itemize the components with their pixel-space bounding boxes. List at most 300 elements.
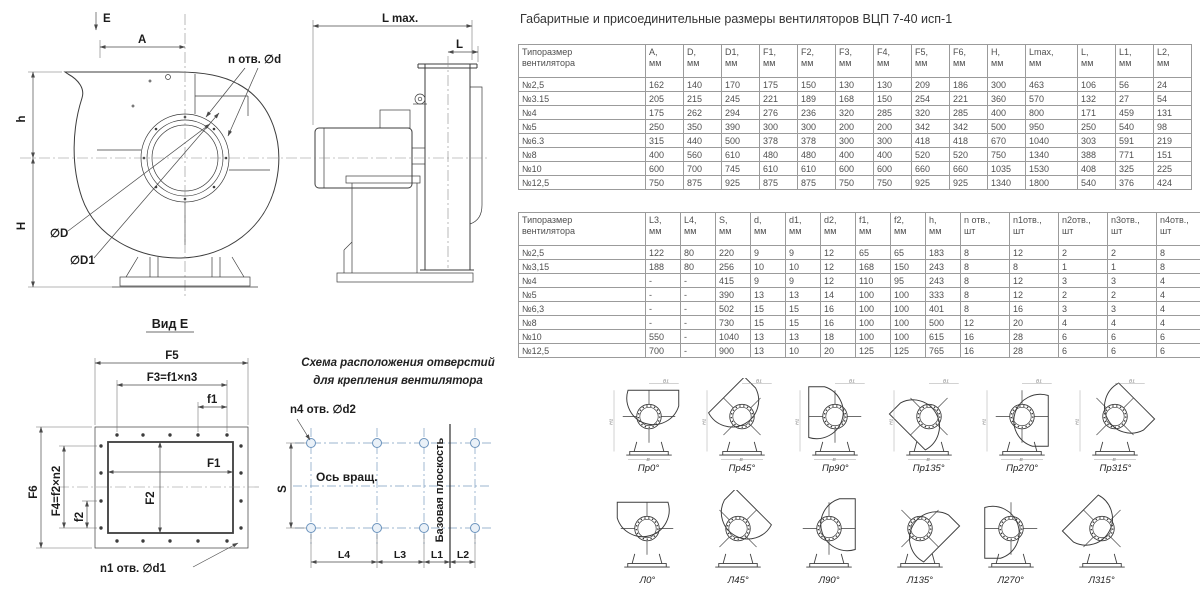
orientation-label: Л45° <box>727 575 749 586</box>
cell: 175 <box>646 106 684 120</box>
scheme-title-line2: для крепления вентилятора <box>313 375 483 387</box>
cell: 20 <box>1010 316 1059 330</box>
cell: 80 <box>681 246 716 260</box>
orientation-label: Л315° <box>1088 575 1115 586</box>
scheme-title-line1: Схема расположения отверстий <box>301 357 495 369</box>
cell: 9 <box>786 246 821 260</box>
cell: 400 <box>836 148 874 162</box>
cell: 3 <box>1059 302 1108 316</box>
cell: 95 <box>891 274 926 288</box>
cell: 16 <box>961 330 1010 344</box>
cell: - <box>681 288 716 302</box>
cell: 500 <box>722 134 760 148</box>
dim-label-L3: L3 <box>393 549 407 561</box>
fan-orientation-diagram <box>602 378 695 474</box>
cell: 175 <box>760 78 798 92</box>
cell: 3 <box>1059 274 1108 288</box>
cell: 15 <box>786 316 821 330</box>
fan-orientation-diagram <box>789 378 882 474</box>
orientation-row-left <box>602 490 1147 586</box>
cell-size: №5 <box>519 288 646 302</box>
orientation-label: Пр0° <box>637 463 660 474</box>
column-header: L3, мм <box>646 213 681 246</box>
column-header: L, мм <box>1078 45 1116 78</box>
cell-size: №12,5 <box>519 344 646 358</box>
dim-label-L1: L1 <box>430 549 444 561</box>
column-header: F5, мм <box>912 45 950 78</box>
dim-label-h: h <box>16 115 28 123</box>
dim-label-f1: f1 <box>207 394 218 406</box>
dim-label-h1: Н1 <box>795 418 801 425</box>
cell-size: №10 <box>519 330 646 344</box>
fan-base <box>806 554 852 567</box>
cell: 131 <box>1154 106 1192 120</box>
cell: 170 <box>722 78 760 92</box>
column-header: f1, мм <box>856 213 891 246</box>
cell: 205 <box>646 92 684 106</box>
dim-label-b1: В1 <box>1036 379 1042 385</box>
cell: 325 <box>1116 162 1154 176</box>
dim-label-h1: Н1 <box>702 418 708 425</box>
cell: - <box>646 316 681 330</box>
fan-dim-lines <box>1080 383 1145 459</box>
cell: 130 <box>874 78 912 92</box>
cell: 1800 <box>1026 176 1078 190</box>
view-arrow-label: E <box>103 13 111 25</box>
cell-size: №12,5 <box>519 176 646 190</box>
fan-base <box>999 442 1045 455</box>
cell: 125 <box>856 344 891 358</box>
cell: 16 <box>961 344 1010 358</box>
fan-scroll-casing <box>809 387 862 443</box>
column-header: d2, мм <box>821 213 856 246</box>
dim-label-A: A <box>138 34 147 46</box>
cell: 1 <box>1059 260 1108 274</box>
cell: 6 <box>1059 344 1108 358</box>
dim-label-D: ∅D <box>50 228 69 240</box>
column-header: h, мм <box>926 213 961 246</box>
cell: - <box>646 288 681 302</box>
cell: 418 <box>912 134 950 148</box>
cell: 189 <box>798 92 836 106</box>
table2-header-row <box>519 213 1200 246</box>
column-header: d, мм <box>751 213 786 246</box>
column-header: Lmax, мм <box>1026 45 1078 78</box>
cell: 4 <box>1157 316 1200 330</box>
fan-base <box>897 554 943 567</box>
fan-dim-lines <box>707 383 772 459</box>
table-row <box>519 176 1192 190</box>
column-header: f2, мм <box>891 213 926 246</box>
orientation-row-right <box>602 378 1162 474</box>
fan-dim-lines <box>614 383 679 459</box>
cell: 8 <box>961 302 1010 316</box>
cell: 2 <box>1059 288 1108 302</box>
cell: 1530 <box>1026 162 1078 176</box>
fan-scroll-casing <box>984 502 1037 558</box>
column-header: n отв., шт <box>961 213 1010 246</box>
dim-label-h1: Н1 <box>608 418 614 425</box>
cell: 140 <box>684 78 722 92</box>
side-casing <box>418 64 482 270</box>
cell: 100 <box>891 288 926 302</box>
cell: 875 <box>798 176 836 190</box>
cell: 463 <box>1026 78 1078 92</box>
dim-label-L4: L4 <box>337 549 351 561</box>
table-row <box>519 302 1200 316</box>
cell: 700 <box>646 344 681 358</box>
cell: 333 <box>926 288 961 302</box>
technical-drawings <box>0 0 510 600</box>
flange-outer-rect <box>95 427 248 548</box>
cell-size: №3.15 <box>519 92 646 106</box>
dim-label-D1: ∅D1 <box>70 255 95 267</box>
cell: 615 <box>926 330 961 344</box>
fan-orientation-diagram <box>602 490 693 586</box>
cell: 300 <box>760 120 798 134</box>
cell: 6 <box>1108 330 1157 344</box>
table1-header-row <box>519 45 1192 78</box>
table-row <box>519 288 1200 302</box>
cell: 285 <box>874 106 912 120</box>
cell: 10 <box>786 344 821 358</box>
cell: 9 <box>786 274 821 288</box>
fan-scroll-casing <box>996 390 1049 446</box>
cell: 56 <box>1116 78 1154 92</box>
table-row <box>519 330 1200 344</box>
fan-orientation-diagram <box>976 378 1069 474</box>
cell: 8 <box>1157 260 1200 274</box>
cell: 12 <box>821 246 856 260</box>
cell: 171 <box>1078 106 1116 120</box>
fan-orientation-diagram <box>695 378 788 474</box>
cell: 390 <box>716 288 751 302</box>
cell: 8 <box>961 260 1010 274</box>
cell: 100 <box>856 316 891 330</box>
orientation-label: Пр270° <box>1006 463 1038 474</box>
cell: 1340 <box>1026 148 1078 162</box>
cell: 13 <box>786 288 821 302</box>
cell: 6 <box>1108 344 1157 358</box>
cell: 4 <box>1157 302 1200 316</box>
cell: 350 <box>684 120 722 134</box>
cell: 9 <box>751 274 786 288</box>
cell: 390 <box>722 120 760 134</box>
dim-label-b: В <box>646 458 650 462</box>
table-row <box>519 260 1200 274</box>
cell: 221 <box>950 92 988 106</box>
cell: 600 <box>646 162 684 176</box>
cell: 771 <box>1116 148 1154 162</box>
dim-label-F6: F6 <box>28 485 40 499</box>
cell: 16 <box>821 302 856 316</box>
cell: 13 <box>751 288 786 302</box>
cell: 401 <box>926 302 961 316</box>
column-header: Типоразмер вентилятора <box>519 213 646 246</box>
column-header: F3, мм <box>836 45 874 78</box>
cell: 1 <box>1108 260 1157 274</box>
table-row <box>519 78 1192 92</box>
cell: 256 <box>716 260 751 274</box>
column-header: F6, мм <box>950 45 988 78</box>
cell: 388 <box>1078 148 1116 162</box>
cell: 100 <box>891 316 926 330</box>
dim-label-h1: Н1 <box>888 418 894 425</box>
column-header: H, мм <box>988 45 1026 78</box>
dim-label-n4-holes: n4 отв. ∅d2 <box>290 404 356 416</box>
table-row <box>519 134 1192 148</box>
dim-label-b1: В1 <box>662 379 669 385</box>
fan-scroll-casing <box>803 499 856 555</box>
cell: 480 <box>760 148 798 162</box>
fan-scroll-casing <box>1078 379 1155 456</box>
column-header: L1, мм <box>1116 45 1154 78</box>
dim-label-b: В <box>1019 458 1023 462</box>
cell: 168 <box>856 260 891 274</box>
orientation-label: Л90° <box>818 575 840 586</box>
orientation-label: Пр45° <box>728 463 756 474</box>
cell-size: №2,5 <box>519 246 646 260</box>
orientation-label: Пр90° <box>822 463 849 474</box>
cell: 600 <box>836 162 874 176</box>
cell: 540 <box>1116 120 1154 134</box>
cell: 6 <box>1059 330 1108 344</box>
cell-size: №5 <box>519 120 646 134</box>
column-header: d1, мм <box>786 213 821 246</box>
cell: 540 <box>1078 176 1116 190</box>
fan-orientation-diagram <box>784 490 875 586</box>
cell: 15 <box>786 302 821 316</box>
cell: 168 <box>836 92 874 106</box>
dim-label-b: В <box>739 458 743 462</box>
cell: 360 <box>988 92 1026 106</box>
fan-scroll-casing <box>705 378 782 454</box>
cell: 1340 <box>988 176 1026 190</box>
fan-inlet <box>817 516 842 541</box>
cell: 200 <box>836 120 874 134</box>
cell: 875 <box>760 176 798 190</box>
cell: 245 <box>722 92 760 106</box>
cell: 300 <box>874 134 912 148</box>
cell: 186 <box>950 78 988 92</box>
cell-size: №8 <box>519 148 646 162</box>
cell: 730 <box>716 316 751 330</box>
cell: 550 <box>646 330 681 344</box>
cell: 6 <box>1157 344 1200 358</box>
dim-label-b: В <box>1112 458 1117 462</box>
cell: 13 <box>751 344 786 358</box>
dim-label-b1: В1 <box>755 379 762 385</box>
fan-scroll-casing <box>699 490 776 566</box>
fan-inlet <box>998 516 1023 541</box>
cell: 418 <box>950 134 988 148</box>
cell: - <box>646 274 681 288</box>
dim-label-h1: Н1 <box>982 418 988 425</box>
cell: 225 <box>1154 162 1192 176</box>
cell: 10 <box>786 260 821 274</box>
side-dimensions <box>313 13 478 125</box>
column-header: n3отв., шт <box>1108 213 1157 246</box>
table-row <box>519 246 1200 260</box>
cell: 300 <box>798 120 836 134</box>
cell: 3 <box>1108 302 1157 316</box>
cell: 342 <box>912 120 950 134</box>
cell: 125 <box>891 344 926 358</box>
column-header: F4, мм <box>874 45 912 78</box>
cell: 303 <box>1078 134 1116 148</box>
dim-label-f2: f2 <box>74 511 86 523</box>
cell: 100 <box>856 330 891 344</box>
fan-dim-labels <box>888 378 949 462</box>
cell: 110 <box>856 274 891 288</box>
fan-dim-labels <box>795 378 856 462</box>
cell: 14 <box>821 288 856 302</box>
cell: 20 <box>821 344 856 358</box>
cell: 700 <box>684 162 722 176</box>
cell: 3 <box>1108 274 1157 288</box>
scheme-grid-lines <box>293 428 492 546</box>
cell: 276 <box>760 106 798 120</box>
fan-scroll-casing <box>889 378 966 454</box>
table-row <box>519 344 1200 358</box>
cell: 130 <box>836 78 874 92</box>
dim-label-F5: F5 <box>165 350 179 362</box>
cell: 560 <box>684 148 722 162</box>
cell: 262 <box>684 106 722 120</box>
cell: 376 <box>1116 176 1154 190</box>
cell-size: №10 <box>519 162 646 176</box>
rotation-axis-label: Ось вращ. <box>316 470 378 484</box>
cell: 200 <box>874 120 912 134</box>
cell: 400 <box>988 106 1026 120</box>
cell: 315 <box>646 134 684 148</box>
cell: 520 <box>912 148 950 162</box>
cell: 183 <box>926 246 961 260</box>
column-header: L4, мм <box>681 213 716 246</box>
cell: 440 <box>684 134 722 148</box>
cell: 13 <box>751 330 786 344</box>
cell: 219 <box>1154 134 1192 148</box>
cell: 250 <box>646 120 684 134</box>
cell: 80 <box>681 260 716 274</box>
dim-label-F3: F3=f1×n3 <box>146 372 198 384</box>
fan-base <box>906 442 952 455</box>
column-header: A, мм <box>646 45 684 78</box>
cell-size: №2,5 <box>519 78 646 92</box>
dim-label-b1: В1 <box>1129 379 1136 385</box>
cell: 16 <box>1010 302 1059 316</box>
fan-base <box>626 442 672 455</box>
column-header: n4отв., шт <box>1157 213 1200 246</box>
cell: - <box>681 302 716 316</box>
cell: 150 <box>891 260 926 274</box>
column-header: F1, мм <box>760 45 798 78</box>
cell: 16 <box>821 316 856 330</box>
fan-inlet <box>1010 404 1035 429</box>
base-plane-label: Базовая плоскость <box>434 437 446 543</box>
cell: 98 <box>1154 120 1192 134</box>
fan-casing-outline <box>65 72 279 258</box>
fan-scroll-casing <box>622 390 678 443</box>
dim-label-b: В <box>832 458 837 462</box>
cell: 670 <box>988 134 1026 148</box>
fan-base <box>1093 442 1139 455</box>
cell: 400 <box>874 148 912 162</box>
cell: 660 <box>950 162 988 176</box>
cell: 8 <box>961 246 1010 260</box>
cell: 610 <box>722 148 760 162</box>
cell-size: №8 <box>519 316 646 330</box>
table2-body <box>519 246 1200 358</box>
cell: 100 <box>856 302 891 316</box>
cell: 100 <box>891 330 926 344</box>
cell: 106 <box>1078 78 1116 92</box>
column-header: S, мм <box>716 213 751 246</box>
cell: 750 <box>646 176 684 190</box>
cell: - <box>646 302 681 316</box>
dim-label-n1-holes: n1 отв. ∅d1 <box>100 563 166 575</box>
fan-base <box>625 554 671 567</box>
cell: - <box>681 344 716 358</box>
cell: 400 <box>646 148 684 162</box>
cell: 8 <box>961 288 1010 302</box>
dim-label-F2: F2 <box>145 491 157 505</box>
cell: 285 <box>950 106 988 120</box>
fan-orientation-diagram <box>882 378 975 474</box>
cell: 15 <box>751 316 786 330</box>
fan-scroll-casing <box>1062 491 1139 568</box>
flange-duct-opening <box>108 442 233 533</box>
fan-orientation-diagram <box>1069 378 1162 474</box>
cell: 65 <box>856 246 891 260</box>
cell: 300 <box>988 78 1026 92</box>
cell: 8 <box>1157 246 1200 260</box>
fan-orientation-diagram <box>1056 490 1147 586</box>
dim-label-F1: F1 <box>207 458 221 470</box>
cell: 100 <box>856 288 891 302</box>
cell: - <box>681 330 716 344</box>
cell: 459 <box>1116 106 1154 120</box>
cell: 12 <box>1010 274 1059 288</box>
cell: 570 <box>1026 92 1078 106</box>
cell: 221 <box>760 92 798 106</box>
cell: 8 <box>1010 260 1059 274</box>
table-row <box>519 106 1192 120</box>
cell: 950 <box>1026 120 1078 134</box>
fan-scroll-casing <box>883 490 960 566</box>
cell: 24 <box>1154 78 1192 92</box>
cell: 502 <box>716 302 751 316</box>
dim-label-b1: В1 <box>849 379 856 385</box>
front-view-drawing <box>16 12 298 332</box>
dim-label-L: L <box>456 39 464 51</box>
column-header: D, мм <box>684 45 722 78</box>
front-dimensions <box>16 12 281 287</box>
cell: 12 <box>821 260 856 274</box>
view-e-title: Вид Е <box>151 317 189 331</box>
cell: 243 <box>926 274 961 288</box>
dim-label-h1: Н1 <box>1075 418 1081 425</box>
dim-label-b: В <box>926 458 930 462</box>
cell: 6 <box>1157 330 1200 344</box>
orientation-label: Пр135° <box>912 463 945 474</box>
cell: 65 <box>891 246 926 260</box>
cell: 132 <box>1078 92 1116 106</box>
cell: 12 <box>1010 288 1059 302</box>
cell: 610 <box>798 162 836 176</box>
cell: 220 <box>716 246 751 260</box>
cell: 745 <box>722 162 760 176</box>
